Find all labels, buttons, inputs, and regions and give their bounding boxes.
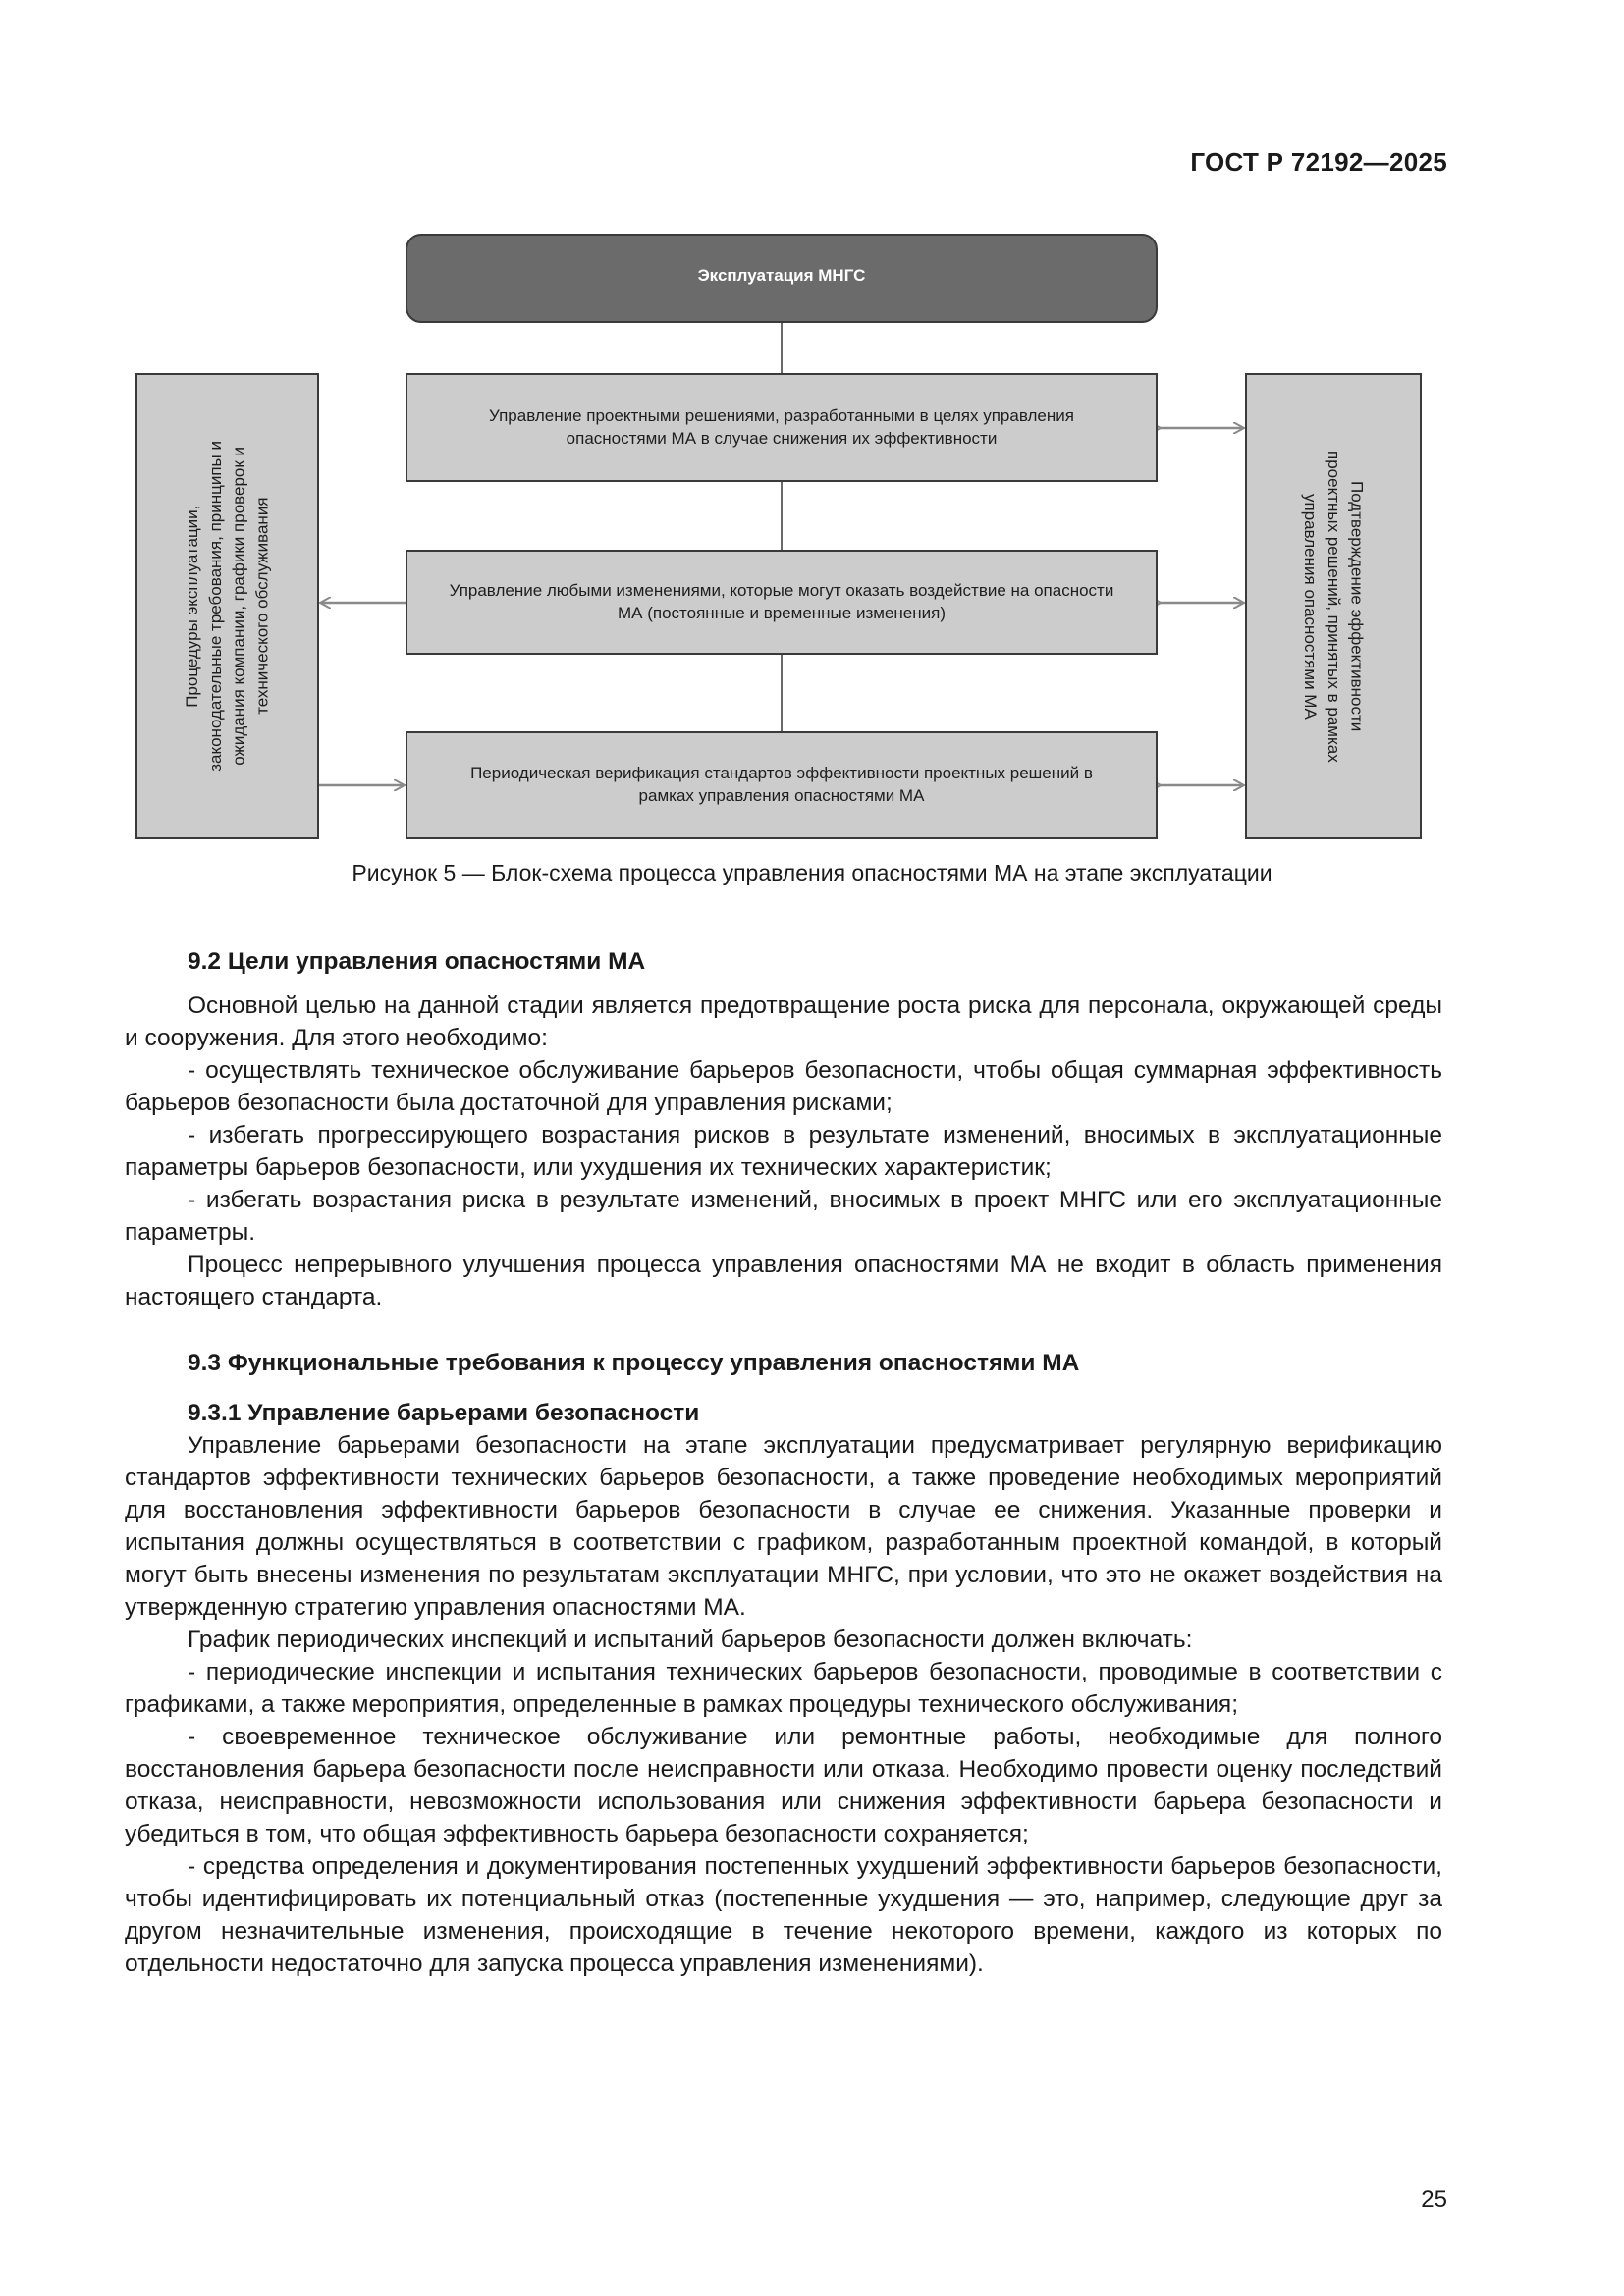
flow-box-change-management-label: Управление любыми изменениями, которые могут оказать воздействие на опасности МА (постоянные и временные изменения)	[449, 580, 1114, 622]
list-item: - своевременное техническое обслуживание или ремонтные работы, необходимые для полного восстановления барьера безопасности после неисправности или отказа. Необходимо провести оценку последствий отказа, неисправности, невозможности использования или снижения эффективности барьера безопасности и убедиться в том, что общая эффективность барьера безопасности сохраняется;	[125, 1724, 1442, 1847]
flow-box-procedures-label: Процедуры эксплуатации, законодательные требования, принципы и ожидания компании, графики проверок и технического обслуживания	[182, 441, 272, 772]
flow-box-verification-label: Периодическая верификация стандартов эффективности проектных решений в рамках управления опасностями МА	[470, 764, 1093, 805]
flow-box-procedures	[135, 373, 319, 839]
list-item: - периодические инспекции и испытания технических барьеров безопасности, проводимые в соответствии с графиками, а также мероприятия, определенные в рамках процедуры технического обслуживания;	[125, 1659, 1442, 1718]
list-item: - средства определения и документирования постепенных ухудшений эффективности барьеров безопасности, чтобы идентифицировать их потенциальный отказ (постепенные ухудшения — это, например, следующие друг за другом незначительные изменения, происходящие в течение некоторого времени, каждого из которых по отдельности недостаточно для запуска процесса управления изменениями).	[125, 1853, 1442, 1977]
flow-box-design-management	[406, 373, 1158, 482]
page-number: 25	[1421, 2186, 1447, 2213]
flowchart-figure	[0, 0, 1624, 903]
paragraph: График периодических инспекций и испытаний барьеров безопасности должен включать:	[188, 1627, 1193, 1653]
paragraph: Основной целью на данной стадии является предотвращение роста риска для персонала, окружающей среды и сооружения. Для этого необходимо:	[125, 992, 1442, 1051]
section-9-2	[125, 945, 1442, 1313]
list-item: - избегать возрастания риска в результате изменений, вносимых в проект МНГС или его эксплуатационные параметры.	[125, 1187, 1442, 1246]
flow-box-confirmation	[1245, 373, 1422, 839]
flow-box-confirmation-label: Подтверждение эффективности проектных решений, принятых в рамках управления опасностями МА	[1301, 450, 1367, 763]
flow-box-operation-label: Эксплуатация МНГС	[697, 266, 866, 285]
flow-box-verification	[406, 731, 1158, 839]
section-9-3-1	[125, 1397, 1442, 1980]
section-heading: 9.3.1 Управление барьерами безопасности	[188, 1400, 700, 1426]
flow-box-operation	[406, 234, 1158, 323]
list-item: - избегать прогрессирующего возрастания рисков в результате изменений, вносимых в эксплуатационные параметры барьеров безопасности, или ухудшения их технических характеристик;	[125, 1122, 1442, 1181]
list-item: - осуществлять техническое обслуживание барьеров безопасности, чтобы общая суммарная эффективность барьеров безопасности была достаточной для управления рисками;	[125, 1057, 1442, 1116]
figure-caption: Рисунок 5 — Блок-схема процесса управления опасностями МА на этапе эксплуатации	[352, 860, 1272, 885]
flow-box-change-management	[406, 550, 1158, 655]
paragraph: Управление барьерами безопасности на этапе эксплуатации предусматривает регулярную верификацию стандартов эффективности технических барьеров безопасности, а также проведение необходимых мероприятий для восстановления эффективности барьеров безопасности в случае ее снижения. Указанные проверки и испытания должны осуществляться в соответствии с графиком, разработанным проектной командой, в который могут быть внесены изменения по результатам эксплуатации МНГС, при условии, что это не окажет воздействия на утвержденную стратегию управления опасностями МА.	[125, 1432, 1442, 1621]
section-9-3	[125, 1347, 1442, 1379]
document-header-id: ГОСТ Р 72192—2025	[1190, 147, 1447, 177]
paragraph: Процесс непрерывного улучшения процесса управления опасностями МА не входит в область применения настоящего стандарта.	[125, 1252, 1442, 1310]
flow-box-design-management-label: Управление проектными решениями, разработанными в целях управления опасностями МА в случае снижения их эффективности	[489, 405, 1074, 448]
section-heading: 9.3 Функциональные требования к процессу управления опасностями МА	[188, 1350, 1080, 1376]
section-heading: 9.2 Цели управления опасностями МА	[188, 948, 646, 975]
